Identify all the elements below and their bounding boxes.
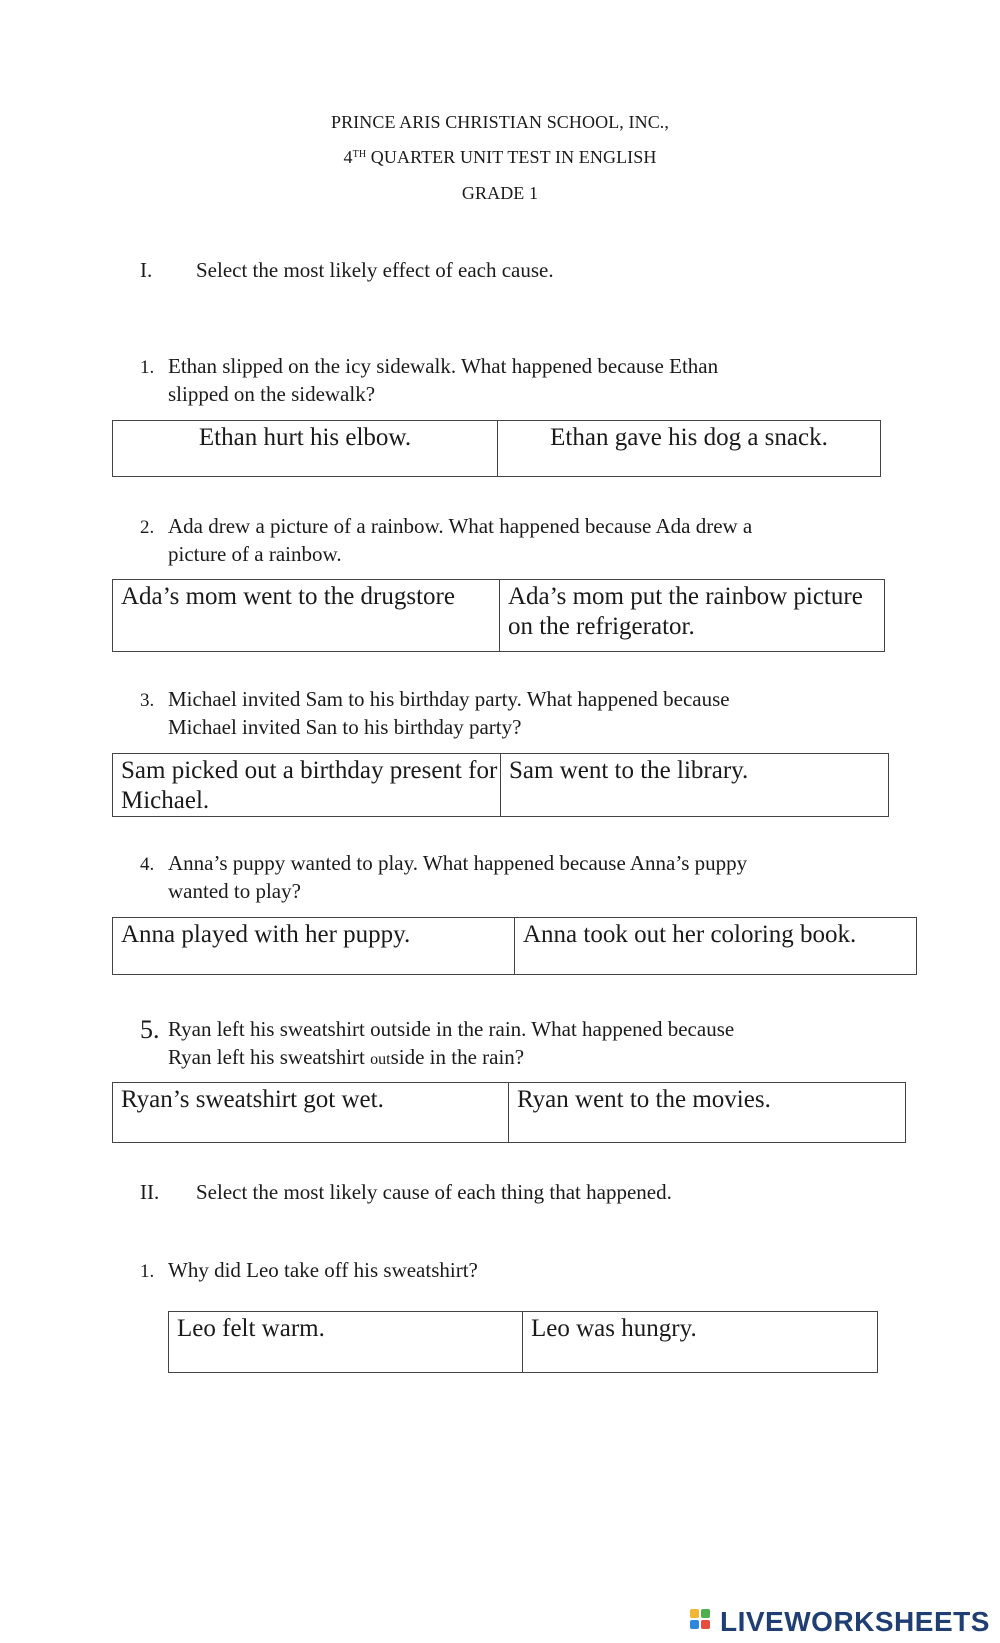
answer-table-q2 bbox=[112, 579, 885, 652]
question-number: 5. bbox=[140, 1015, 160, 1044]
quarter-superscript: TH bbox=[352, 149, 367, 160]
brand-name: LIVEWORKSHEETS bbox=[720, 1606, 990, 1637]
school-name: PRINCE ARIS CHRISTIAN SCHOOL, INC., bbox=[330, 112, 670, 132]
answer-option[interactable]: Anna took out her coloring book. bbox=[515, 918, 917, 975]
question-text: Anna’s puppy wanted to play. What happened because Anna’s puppy wanted to play? bbox=[168, 851, 748, 903]
answer-table-q5 bbox=[112, 1082, 906, 1143]
answer-option[interactable]: Anna played with her puppy. bbox=[113, 918, 515, 975]
section-1-instruction: Select the most likely effect of each cause. bbox=[196, 258, 554, 282]
answer-option[interactable]: Ryan went to the movies. bbox=[509, 1083, 906, 1143]
answer-table-q3 bbox=[112, 753, 889, 817]
question-text: Why did Leo take off his sweatshirt? bbox=[168, 1258, 478, 1282]
answer-option[interactable]: Ethan hurt his elbow. bbox=[113, 421, 498, 477]
question-text: Ryan left his sweatshirt outside in the rain. What happened because Ryan left his sweatshirt outside in the rain? bbox=[168, 1017, 735, 1069]
answer-option[interactable]: Leo was hungry. bbox=[523, 1312, 878, 1373]
answer-option[interactable]: Leo felt warm. bbox=[169, 1312, 523, 1373]
answer-table-q1 bbox=[112, 420, 881, 477]
quarter-number: 4 bbox=[343, 147, 353, 167]
liveworksheets-mark-icon bbox=[690, 1609, 716, 1635]
answer-option[interactable]: Ada’s mom put the rainbow picture on the refrigerator. bbox=[500, 580, 885, 652]
liveworksheets-logo bbox=[690, 1605, 990, 1639]
question-number: 2. bbox=[140, 517, 155, 538]
answer-option[interactable]: Sam picked out a birthday present for Michael. bbox=[113, 754, 501, 817]
section-2-instruction: Select the most likely cause of each thing that happened. bbox=[196, 1180, 672, 1204]
test-title-text: QUARTER UNIT TEST IN ENGLISH bbox=[370, 147, 657, 167]
answer-option[interactable]: Ada’s mom went to the drugstore bbox=[113, 580, 500, 652]
question-number: 4. bbox=[140, 854, 155, 875]
answer-table-s2-q1 bbox=[168, 1311, 878, 1373]
section-2-numeral: II. bbox=[140, 1180, 160, 1204]
grade-label: GRADE 1 bbox=[461, 183, 539, 203]
question-text: Ethan slipped on the icy sidewalk. What happened because Ethan slipped on the sidewalk? bbox=[168, 354, 719, 406]
answer-option[interactable]: Sam went to the library. bbox=[501, 754, 889, 817]
test-title bbox=[0, 147, 1000, 168]
section-1-numeral: I. bbox=[140, 258, 153, 282]
question-text: Michael invited Sam to his birthday party. What happened because Michael invited San to his birthday party? bbox=[168, 687, 730, 739]
answer-table-q4 bbox=[112, 917, 917, 975]
question-number: 1. bbox=[140, 1261, 155, 1282]
question-text: Ada drew a picture of a rainbow. What happened because Ada drew a picture of a rainbow. bbox=[168, 514, 753, 566]
question-number: 1. bbox=[140, 357, 155, 378]
answer-option[interactable]: Ethan gave his dog a snack. bbox=[498, 421, 881, 477]
question-number: 3. bbox=[140, 690, 155, 711]
answer-option[interactable]: Ryan’s sweatshirt got wet. bbox=[113, 1083, 509, 1143]
